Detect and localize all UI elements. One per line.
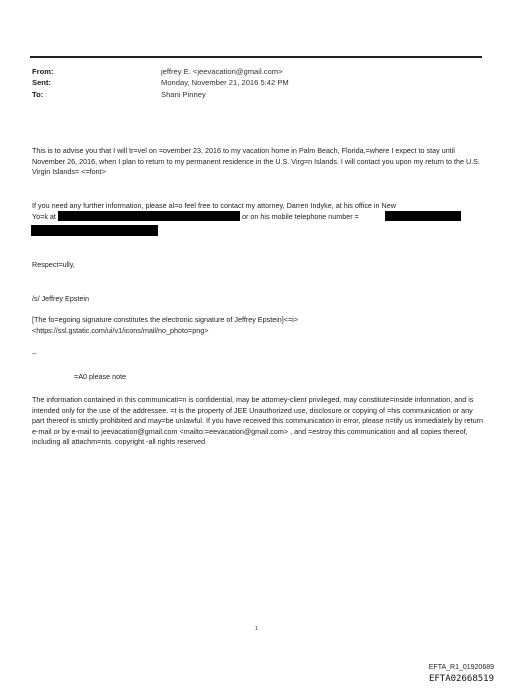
redaction-box [385, 211, 461, 221]
body-paragraph-contact-line2b: or on his mobile telephone number = [242, 212, 359, 221]
body-paragraph-contact-line1: If you need any further information, please al=o feel free to contact my attorney, Darren Indyke, at his office in New [32, 201, 396, 210]
closing-text: Respect=ully, [32, 260, 75, 269]
body-paragraph-travel: This is to advise you that I will tr=vel on =ovember 23, 2016 to my vacation home in Palm Beach, Florida,=where I expect to stay until November 26, 2016, when I plan to return to my permanent residence in the U.S. Virg=n Islands. I will contact you upon my return to the U.S. Virgin Islands= <=font> [32, 146, 480, 176]
disclaimer-paragraph: The information contained in this communicati=n is confidential, may be attorney-client privileged, may constitute=inside information, and is intended only for the use of the addressee. =t is the property of JEE Unauthorized use, disclosure or copying of =his communication or any part thereof is strictly prohibited and may=be unlawful. If you have received this communication in error, please n=tify us immediately by return e-mail or by e-mail to jeevacation@gmail.com <mailto:=eevacation@gmail.com> , and =estroy this communication and all copies thereof, including all attachm=nts. copyright -all rights reserved [32, 395, 484, 446]
redaction-box [31, 225, 158, 236]
note-text: =A0 please note [74, 372, 127, 381]
signature-text: /s/ Jeffrey Epstein [32, 294, 89, 303]
header-rule [30, 56, 482, 58]
page-number: 1 [255, 626, 259, 632]
to-value: Shani Pinney [161, 90, 206, 99]
signature-note-line2: <https://ssl.gstatic.com/ui/v1/icons/mail/no_photo=png> [32, 326, 209, 335]
sent-value: Monday, November 21, 2016 5:42 PM [161, 78, 289, 87]
bates-number-secondary: EFTA02668519 [428, 674, 494, 684]
from-label: From: [32, 67, 54, 76]
sent-label: Sent: [32, 78, 51, 87]
body-paragraph-contact-line2a: Yo=k at [32, 212, 56, 221]
bates-number-primary: EFTA_R1_01920689 [428, 664, 494, 671]
to-label: To: [32, 90, 44, 99]
from-value: jeffrey E. <jeevacation@gmail.com> [161, 67, 283, 76]
signature-note-line1: [The fo=egoing signature constitutes the electronic signature of Jeffrey Epstein]<=i> [32, 315, 298, 324]
redaction-box [58, 211, 240, 221]
separator-text: -- [32, 349, 37, 358]
